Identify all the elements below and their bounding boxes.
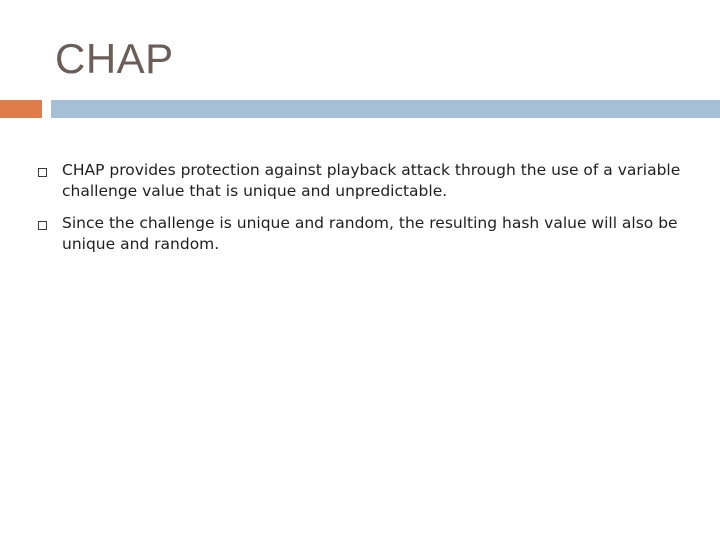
hollow-square-bullet-icon	[38, 221, 47, 230]
bullet-item	[38, 213, 698, 255]
accent-bar-blue	[51, 100, 720, 118]
bullet-list	[38, 160, 698, 266]
slide-title: CHAP	[55, 35, 174, 82]
bullet-item	[38, 160, 698, 202]
hollow-square-bullet-icon	[38, 168, 47, 177]
accent-bar-orange	[0, 100, 42, 118]
bullet-text: Since the challenge is unique and random, the resulting hash value will also be unique and random.	[62, 214, 678, 253]
bullet-text: CHAP provides protection against playback attack through the use of a variable challenge value that is unique and unpredictable.	[62, 161, 681, 200]
